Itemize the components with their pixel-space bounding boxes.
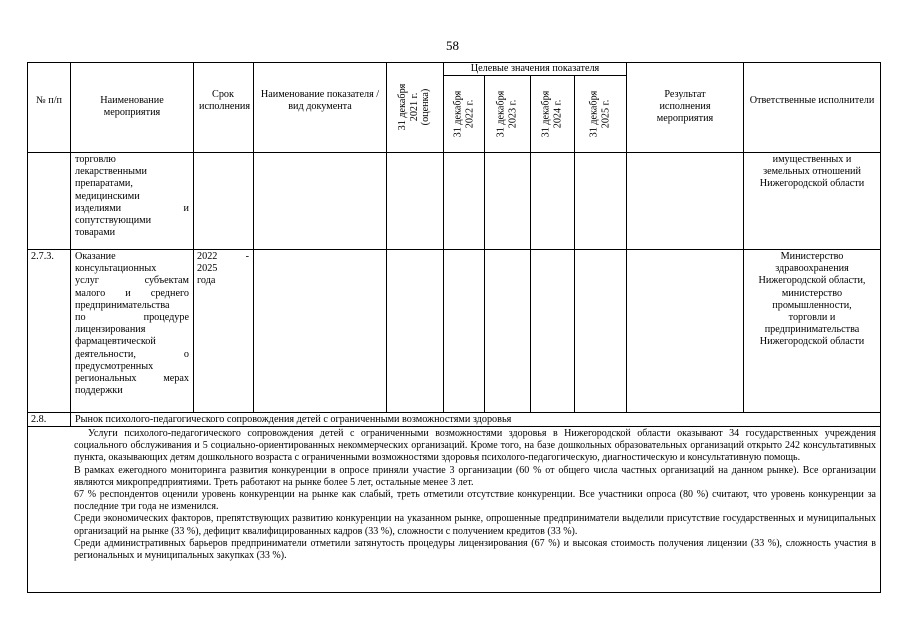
header-result: Результат исполнения мероприятия [656,89,714,125]
row-continuation-bottom-line [27,249,881,250]
header-event: Наименование мероприятия [100,95,164,119]
header-bottom-line [27,152,881,153]
col-divider-2024 [574,75,575,413]
header-targets-title: Целевые значения показателя [470,63,600,74]
header-base-year: 31 декабря 2021 г. (оценка) [396,83,431,131]
row-273-event-text: Оказание консультационных услуг субъектам малого и среднего предпринимательства по процедуре лицензирования фармацевтической деятельности, о предусмотренных региональных мерах поддержки [75,251,189,397]
header-target-2025: 31 декабря 2025 г. [588,90,611,138]
col-divider-indicator [386,62,387,413]
header-term: Срок исполнения [199,89,251,113]
header-target-2022: 31 декабря 2022 г. [452,90,475,138]
header-responsible: Ответственные исполнители [749,95,875,106]
continuation-event-text: торговлю лекарственными препаратами, медицинскими изделиями и сопутствующими товарами [75,154,189,239]
header-indicator: Наименование показателя / вид документа [260,89,380,113]
col-divider-2022 [484,75,485,413]
page-number: 58 [446,38,459,53]
table-border-left [27,62,28,593]
row-28-title: Рынок психолого-педагогического сопровождения детей с ограниченными возможностями здоровья [75,414,512,425]
header-target-2024: 31 декабря 2024 г. [540,90,563,138]
table-border-bottom [27,592,881,593]
col-divider-2025 [626,62,627,413]
header-num: № п/п [35,95,62,106]
description-paragraph-5: Среди административных барьеров предприниматели отметили затянутость процедуры лицензирования (67 %) и высокая стоимость получения лицензии (33 %), сложность участия в региональных и муниципальных закупках (33 %). [74,537,876,562]
row-273-num: 2.7.3. [31,251,54,262]
col-divider-result [743,62,744,413]
row-273-term-text: 2022 - 2025 года [197,251,249,287]
description-paragraph-4: Среди экономических факторов, препятствующих развитию конкуренции на указанном рынке, опрошенные предприниматели выделили присутствие государственных и муниципальных организаций на рынке (33 %), дефицит квалифицированных кадров (33 %), сложности с получением кредитов (33 %). [74,513,876,537]
header-target-2023: 31 декабря 2023 г. [495,90,518,138]
row-273-bottom-line [27,412,881,413]
continuation-responsible-text: имущественных и земельных отношений Нижегородской области [759,154,865,190]
row-273-responsible-text: Министерство здравоохранения Нижегородской области, министерство промышленности, торговли и предпринимательства Нижегородской области [758,251,866,348]
market-description [74,428,876,562]
row-28-num: 2.8. [31,414,47,425]
col-divider-event [193,62,194,413]
description-paragraph-2: В рамках ежегодного мониторинга развития конкуренции в опросе приняли участие 3 организации (60 % от общего числа частных организаций на данном рынке). Все организации являются микропредприятиями. Треть работают на рынке более 5 лет, остальные менее 3 лет. [74,464,876,488]
col-divider-2023 [530,75,531,413]
description-paragraph-3: 67 % респондентов оценили уровень конкуренции на рынке как слабый, треть отметили отсутствие конкуренции. Все участники опроса (80 %) считают, что уровень конкуренции за последние три года не изменился. [74,489,876,513]
col-divider-term [253,62,254,413]
description-paragraph-1: Услуги психолого-педагогического сопровождения детей с ограниченными возможностями здоровья в Нижегородской области оказывают 34 государственных учреждения социального обслуживания и 5 социально-ориентированных некоммерческих организаций. Кроме того, на базе дошкольных образовательных организаций открыто 242 консультативных пункта, оказывающих детям дошкольного возраста с ограниченными возможностями здоровья психолого-педагогическую, диагностическую и консультативную помощь. [74,428,876,464]
table-border-right [880,62,881,593]
measures-table [27,62,881,593]
col-divider-base [443,62,444,413]
